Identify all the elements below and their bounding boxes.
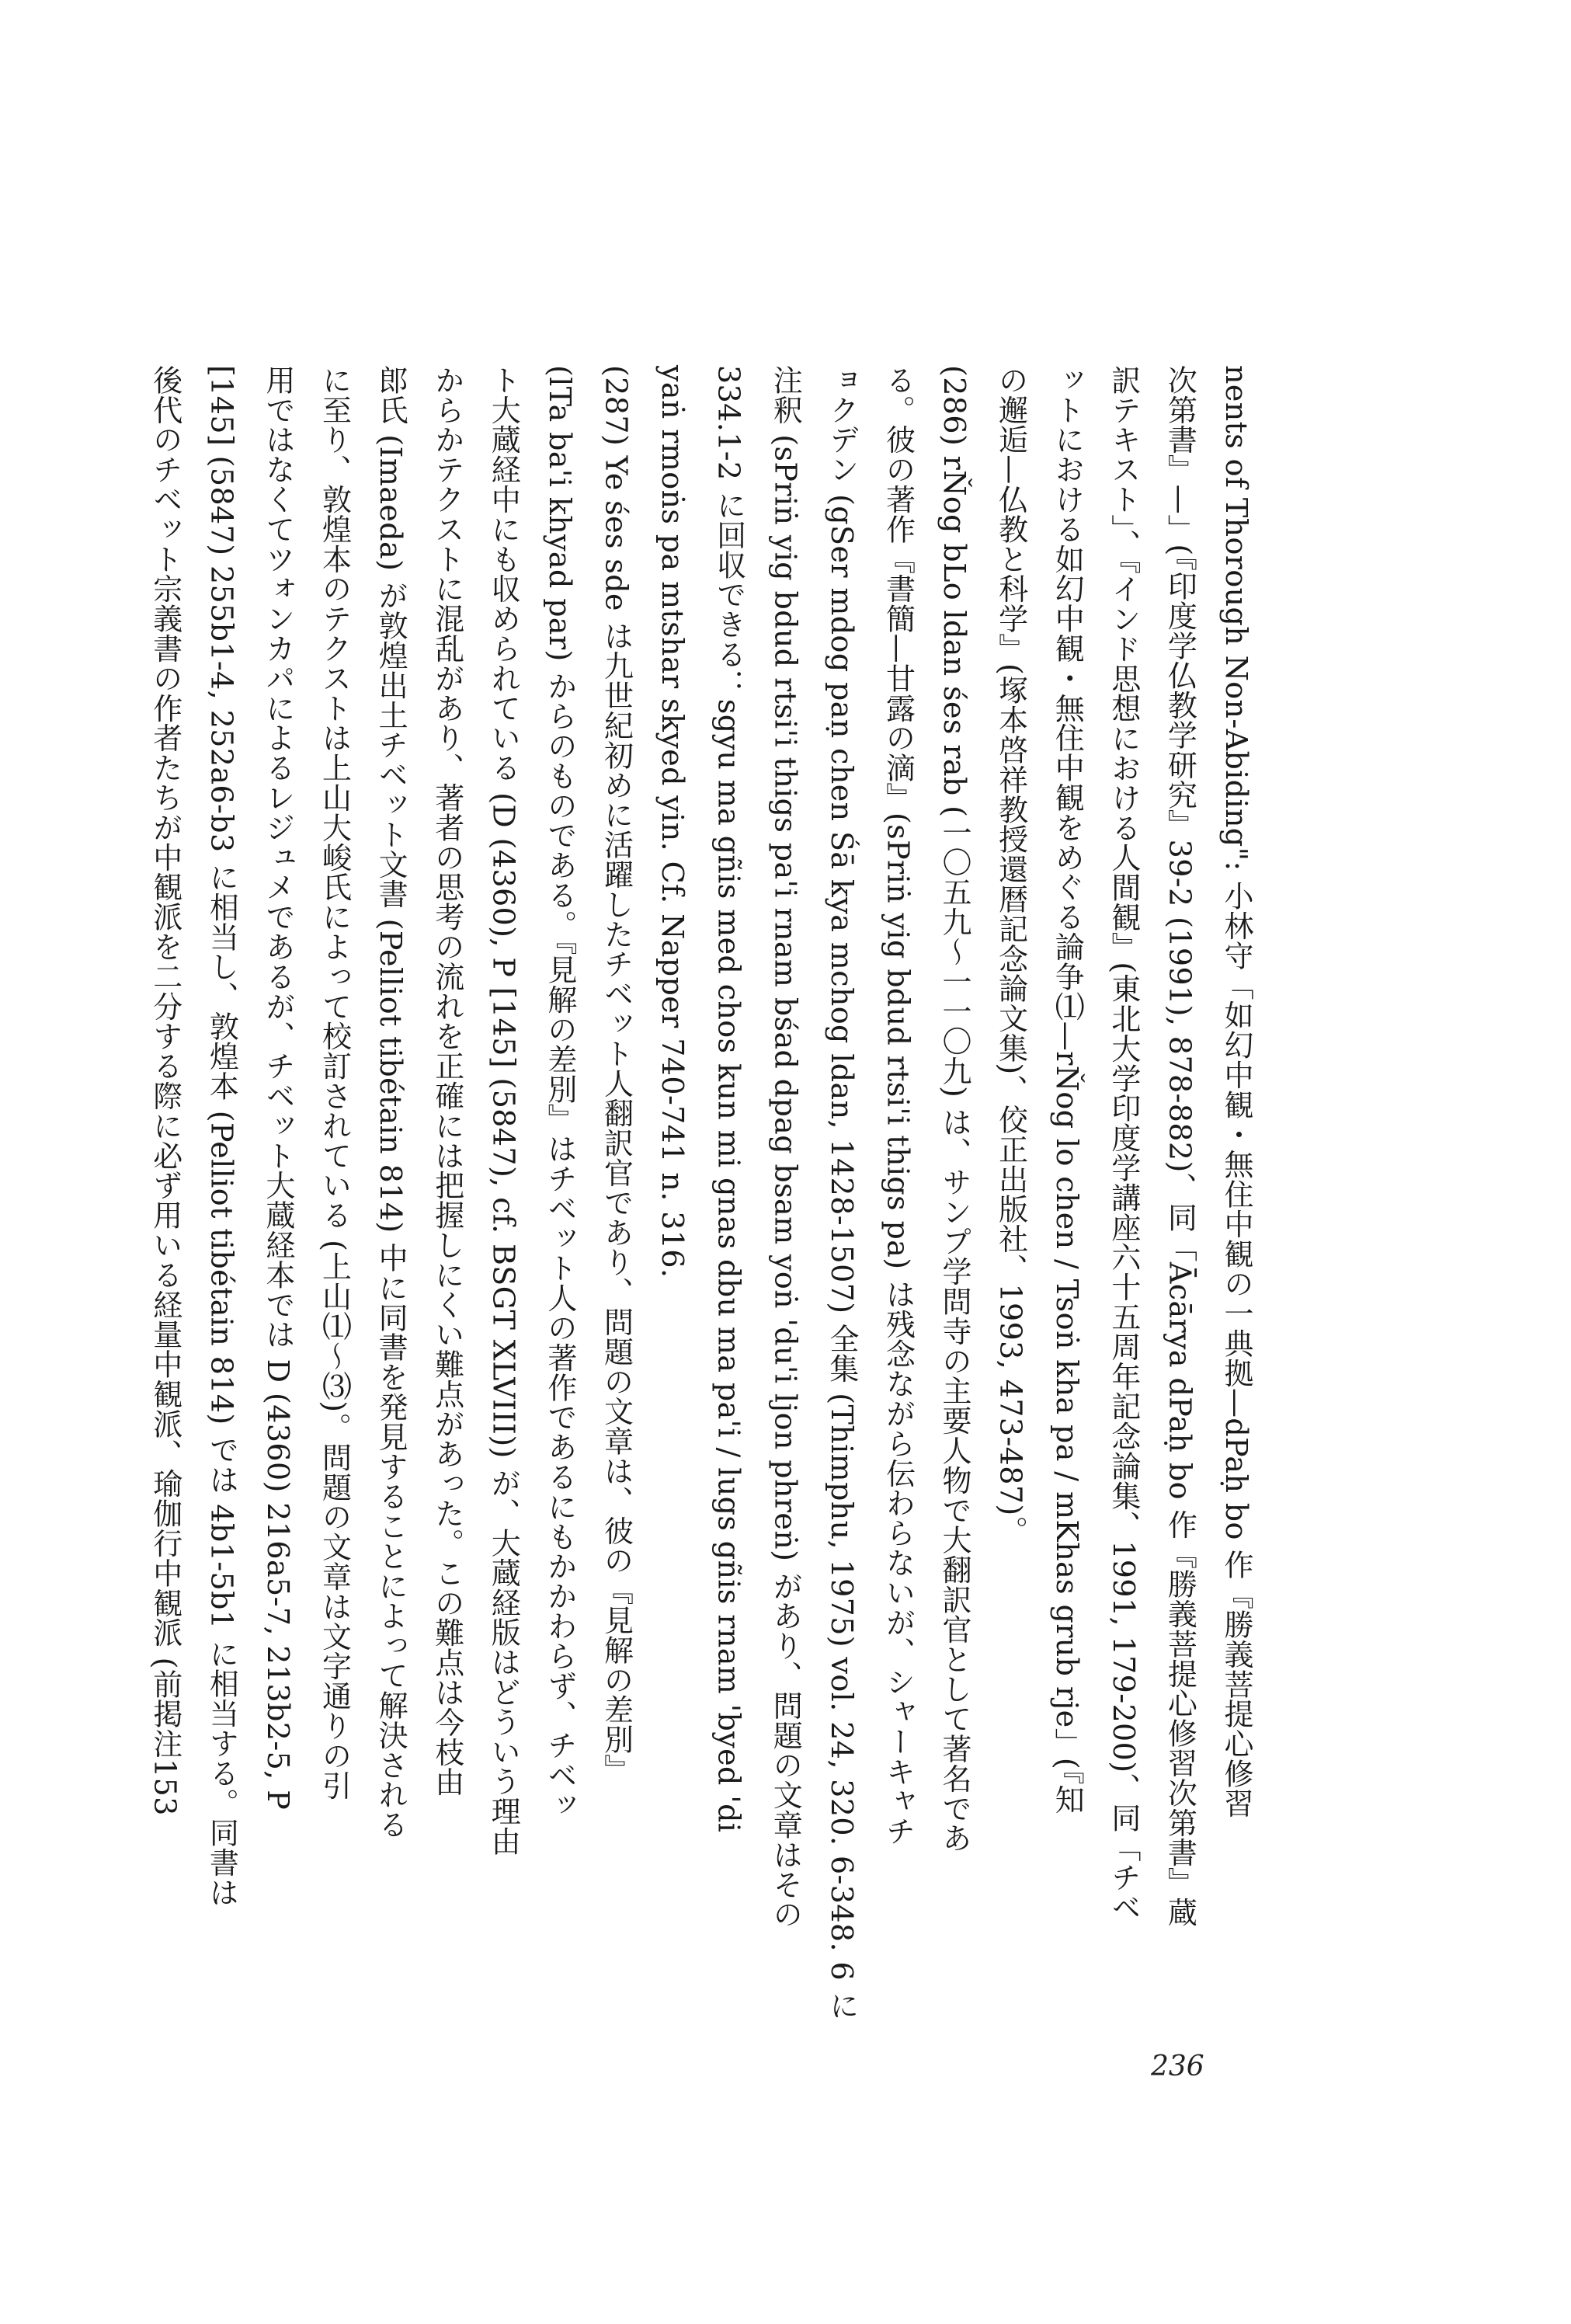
text-line: 後代のチベット宗義書の作者たちが中観派を二分する際に必ず用いる経量中観派、瑜伽行中観派 (前掲注153 [148,365,182,1816]
text-line: 訳テキスト」、『インド思想における人間観』(東北大学印度学講座六十五周年記念論集、1991, 179-200)、同「チベ [1106,365,1141,1922]
text-line: ト大蔵経中にも収められている (D (4360), P [145] (5847), cf. BSGT XLVIII)) が、大蔵経版はどういう理由 [486,365,521,1856]
text-line: 次第書』—」(『印度学仏教学研究』39-2 (1991), 878-882)、同「Ācārya dPaḥ bo 作『勝義菩提心修習次第書』蔵 [1163,365,1197,1927]
text-line: nents of Thorough Non-Abiding": 小林守「如幻中観・無住中観の一典拠—dPaḥ bo 作『勝義菩提心修習 [1219,365,1253,1818]
text-line: ットにおける如幻中観・無住中観をめぐる論争⑴—rŇog lo chen / Tsoṅ kha pa / mKhas grub rje」(『知 [1050,365,1085,1814]
text-line: [145] (5847) 255b1-4, 252a6-b3 に相当し、敦煌本 (Pelliot tibétain 814) では 4b1-5b1 に相当する。同書は [204,365,239,1908]
text-line: からかテクストに混乱があり、著者の思考の流れを正確には把握しにくい難点があった。この難点は今枝由 [429,365,464,1797]
text-line: 334.1-2 に回収できる：sgyu ma gñis med chos kun mi gnas dbu ma pa'i / lugs gñis rnam 'byed 'di [711,365,746,1833]
text-line: 郎氏 (Imaeda) が敦煌出土チベット文書 (Pelliot tibétain 814) 中に同書を発見することによって解決される [374,365,408,1840]
text-line: ョクデン (gSer mdog paṇ chen Śā kya mchog ldan, 1428-1507) 全集 (Thimphu, 1975) vol. 24, 320. 6-348. 6 に [824,365,859,2020]
text-line: 注釈 (sPriṅ yig bdud rtsi'i thigs pa'i rnam bśad dpag bsam yoṅ 'du'i ljon phreṅ) があり、問題の文章はその [768,365,803,1929]
footnote-286-line: (286) rŇog bLo ldan śes rab (一〇五九〜一一〇九) は、サンプ学問寺の主要人物で大翻訳官として著名であ [937,365,972,1853]
text-line: る。彼の著作『書簡—甘露の滴』(sPriṅ yig bdud rtsi'i thigs pa) は残念ながら伝わらないが、シャーキャチ [881,365,916,1846]
footnote-287-line: (287) Ye śes sde は九世紀初めに活躍したチベット人翻訳官であり、問題の文章は、彼の『見解の差別』 [599,365,634,1784]
page-number: 236 [1151,2051,1204,2082]
text-line: の邂逅—仏教と科学』(塚本啓祥教授還暦記念論文集)、佼正出版社、1993, 473-487)。 [993,365,1028,1546]
text-line: 用ではなくてツォンカパによるレジュメであるが、チベット大蔵経本では D (4360) 216a5-7, 213b2-5, P [260,365,295,1811]
main-text-block [137,365,1264,2020]
text-line: (lTa ba'i khyad par) からのものである。『見解の差別』はチベット人の著作であるにもかかわらず、チベッ [542,365,577,1820]
text-line: yaṅ rmoṅs pa mtshar skyed yin. Cf. Napper 740-741 n. 316. [655,365,690,1279]
text-line: に至り、敦煌本のテクストは上山大峻氏によって校訂されている (上山⑴〜⑶)。問題の文章は文字通りの引 [317,365,352,1800]
